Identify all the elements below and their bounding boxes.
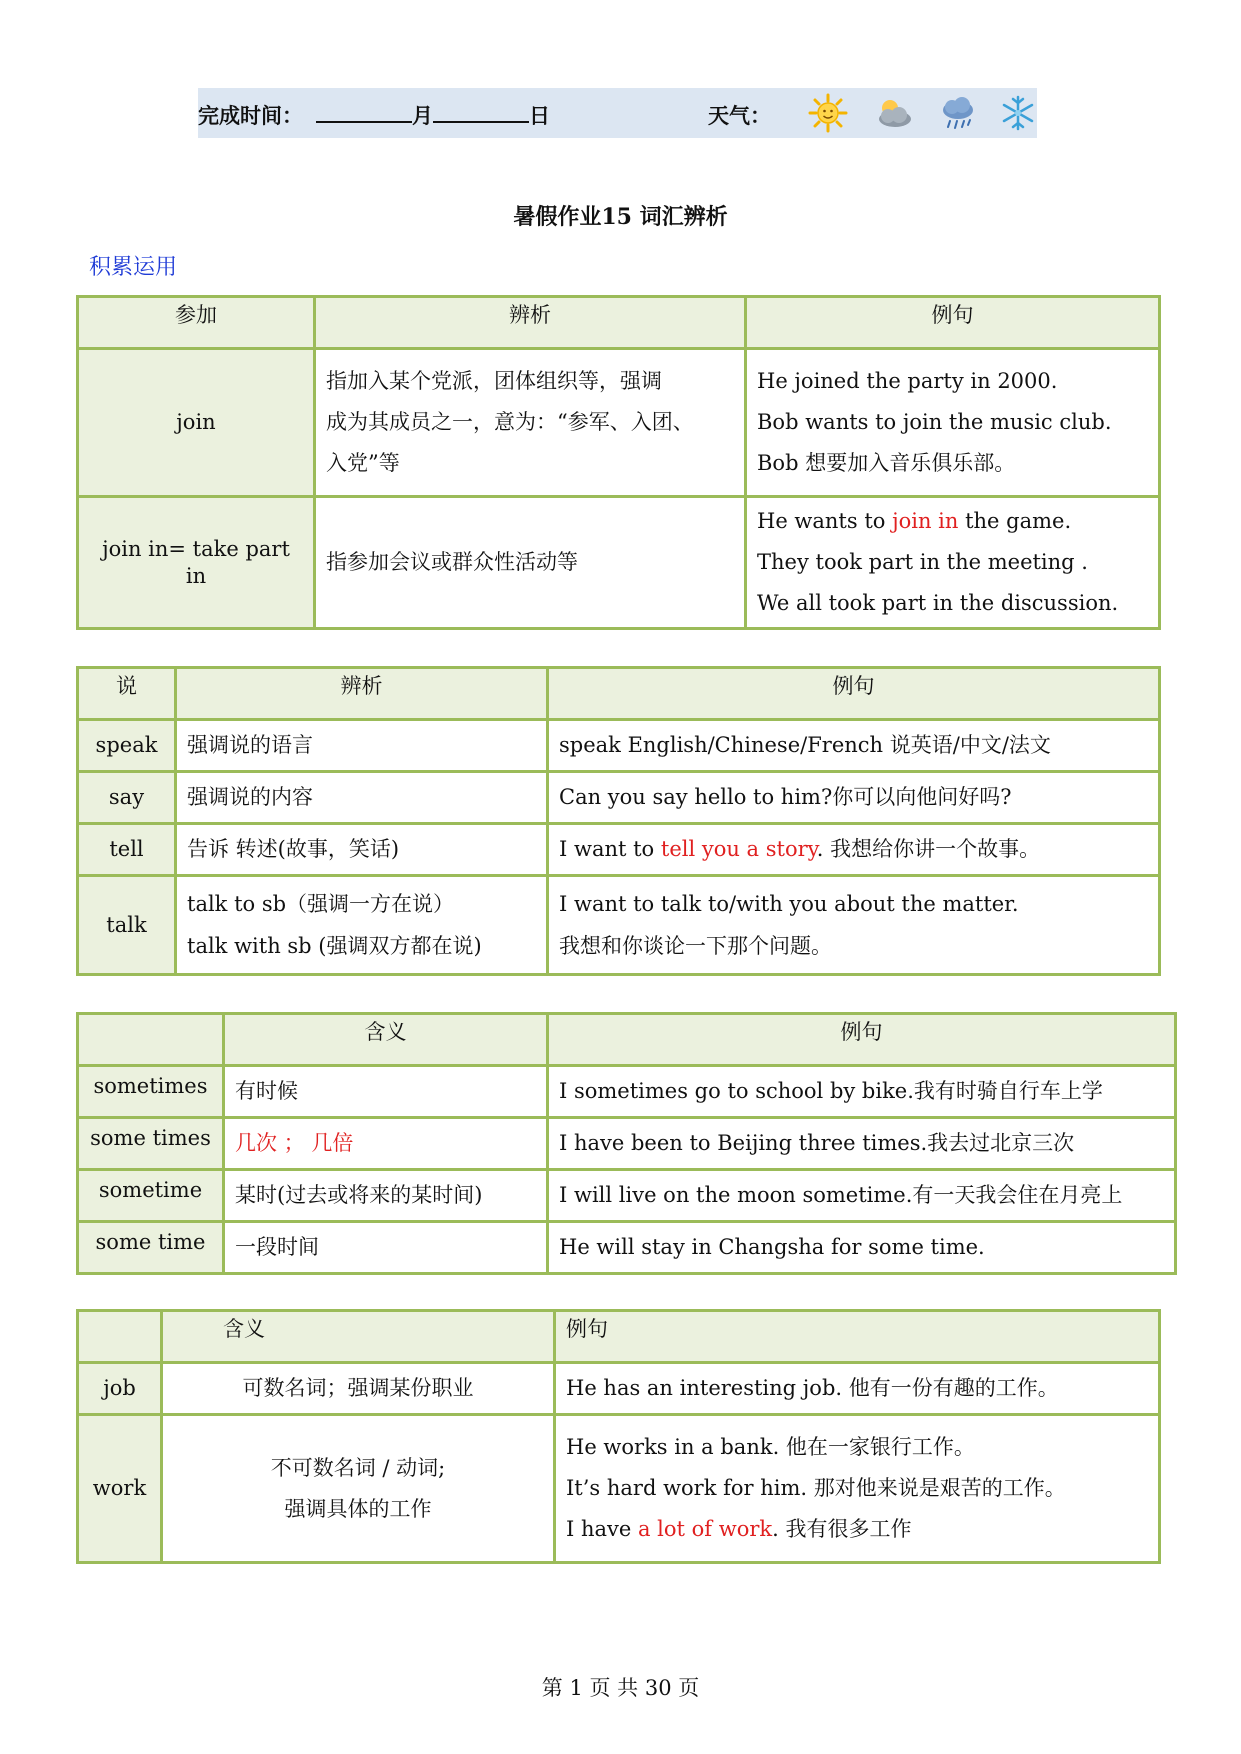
- table-header: 例句: [548, 1014, 1176, 1066]
- example-line: They took part in the meeting .: [757, 550, 1088, 575]
- analysis-line: talk to sb（强调一方在说）: [187, 892, 455, 916]
- example-line: [757, 501, 1148, 542]
- word-cell: work: [78, 1415, 162, 1563]
- word-cell: sometimes: [78, 1066, 224, 1118]
- example-cell: speak English/Chinese/French 说英语/中文/法文: [548, 720, 1160, 772]
- analysis-cell: 强调说的语言: [176, 720, 548, 772]
- analysis-cell: [176, 876, 548, 975]
- page-title: 暑假作业15 词汇辨析: [513, 204, 728, 230]
- table-header: 参加: [78, 297, 315, 349]
- example-line: Bob wants to join the music club.: [757, 410, 1112, 435]
- meaning-cell: 可数名词；强调某份职业: [162, 1363, 555, 1415]
- word-cell: say: [78, 772, 176, 824]
- example-text: the game.: [958, 509, 1072, 534]
- meaning-cell: 几次 ； 几倍: [224, 1118, 548, 1170]
- table-header: 说: [78, 668, 176, 720]
- example-cell: [746, 349, 1160, 497]
- word-cell: tell: [78, 824, 176, 876]
- example-line: He joined the party in 2000.: [757, 369, 1058, 394]
- example-text: . 我有很多工作: [772, 1516, 912, 1541]
- word-cell: talk: [78, 876, 176, 975]
- weather-label: 天气：: [708, 104, 771, 128]
- join-table: [76, 295, 1161, 630]
- meaning-cell: 有时候: [224, 1066, 548, 1118]
- rain-icon[interactable]: [938, 93, 978, 133]
- page-footer: 第 1 页 共 30 页: [541, 1676, 700, 1700]
- table-header: 例句: [548, 668, 1160, 720]
- date-blanks: [316, 100, 550, 130]
- highlight-phrase: join in: [892, 509, 959, 534]
- meaning-line: 不可数名词 / 动词;: [270, 1455, 446, 1480]
- day-label: 日: [529, 104, 550, 128]
- example-line: [566, 1509, 1148, 1550]
- word-cell: some time: [78, 1222, 224, 1274]
- table-header: [78, 1311, 162, 1363]
- say-table: [76, 666, 1161, 976]
- word-cell: sometime: [78, 1170, 224, 1222]
- day-blank[interactable]: [433, 101, 529, 123]
- example-line: I want to talk to/with you about the matter.: [559, 892, 1019, 916]
- meaning-cell: 某时(过去或将来的某时间): [224, 1170, 548, 1222]
- example-cell: He will stay in Changsha for some time.: [548, 1222, 1176, 1274]
- completion-time-label: 完成时间：: [198, 104, 303, 128]
- analysis-cell: 强调说的内容: [176, 772, 548, 824]
- header-bar: [198, 88, 1037, 138]
- word-cell: join: [78, 349, 315, 497]
- example-cell: I sometimes go to school by bike.我有时骑自行车上学: [548, 1066, 1176, 1118]
- example-line: Bob 想要加入音乐俱乐部。: [757, 450, 1016, 475]
- table-header: 含义: [224, 1014, 548, 1066]
- example-cell: [548, 824, 1160, 876]
- meaning-line: 强调具体的工作: [284, 1496, 432, 1521]
- highlight-phrase: a lot of work: [637, 1516, 773, 1541]
- snow-icon[interactable]: [998, 93, 1038, 133]
- example-cell: He has an interesting job. 他有一份有趣的工作。: [555, 1363, 1160, 1415]
- example-cell: [555, 1415, 1160, 1563]
- analysis-line: talk with sb (强调双方都在说): [187, 934, 482, 958]
- table-header: 含义: [162, 1311, 555, 1363]
- example-text: I want to: [559, 837, 661, 862]
- example-text: . 我想给你讲一个故事。: [816, 837, 1041, 862]
- analysis-line: 入党”等: [326, 450, 400, 475]
- highlight-phrase: tell you a story: [660, 837, 817, 862]
- sun-icon[interactable]: [808, 93, 848, 133]
- example-line: He works in a bank. 他在一家银行工作。: [566, 1435, 975, 1460]
- job-work-table: [76, 1309, 1161, 1564]
- month-blank[interactable]: [316, 101, 412, 123]
- example-line: We all took part in the discussion.: [757, 590, 1119, 615]
- example-cell: [548, 876, 1160, 975]
- meaning-cell: 一段时间: [224, 1222, 548, 1274]
- example-line: It’s hard work for him. 那对他来说是艰苦的工作。: [566, 1476, 1066, 1501]
- example-cell: Can you say hello to him?你可以向他问好吗?: [548, 772, 1160, 824]
- analysis-cell: 指参加会议或群众性活动等: [315, 497, 746, 629]
- section-heading: 积累运用: [89, 255, 178, 280]
- table-header: [78, 1014, 224, 1066]
- analysis-line: 指加入某个党派，团体组织等，强调: [326, 369, 662, 394]
- word-cell: some times: [78, 1118, 224, 1170]
- example-cell: I will live on the moon sometime.有一天我会住在月亮上: [548, 1170, 1176, 1222]
- cloudy-icon[interactable]: [873, 93, 913, 133]
- table-header: 例句: [555, 1311, 1160, 1363]
- analysis-cell: 告诉 转述(故事，笑话): [176, 824, 548, 876]
- word-cell: job: [78, 1363, 162, 1415]
- table-header: 辨析: [315, 297, 746, 349]
- meaning-cell: [162, 1415, 555, 1563]
- example-text: He wants to: [757, 509, 893, 534]
- table-header: 例句: [746, 297, 1160, 349]
- table-header: 辨析: [176, 668, 548, 720]
- word-cell: speak: [78, 720, 176, 772]
- example-cell: I have been to Beijing three times.我去过北京三次: [548, 1118, 1176, 1170]
- word-cell: join in= take part in: [78, 497, 315, 629]
- example-cell: [746, 497, 1160, 629]
- analysis-line: 成为其成员之一，意为：“参军、入团、: [326, 410, 694, 435]
- analysis-cell: [315, 349, 746, 497]
- example-line: 我想和你谈论一下那个问题。: [559, 934, 832, 958]
- month-label: 月: [412, 104, 433, 128]
- sometimes-table: [76, 1012, 1177, 1275]
- example-text: I have: [566, 1516, 638, 1541]
